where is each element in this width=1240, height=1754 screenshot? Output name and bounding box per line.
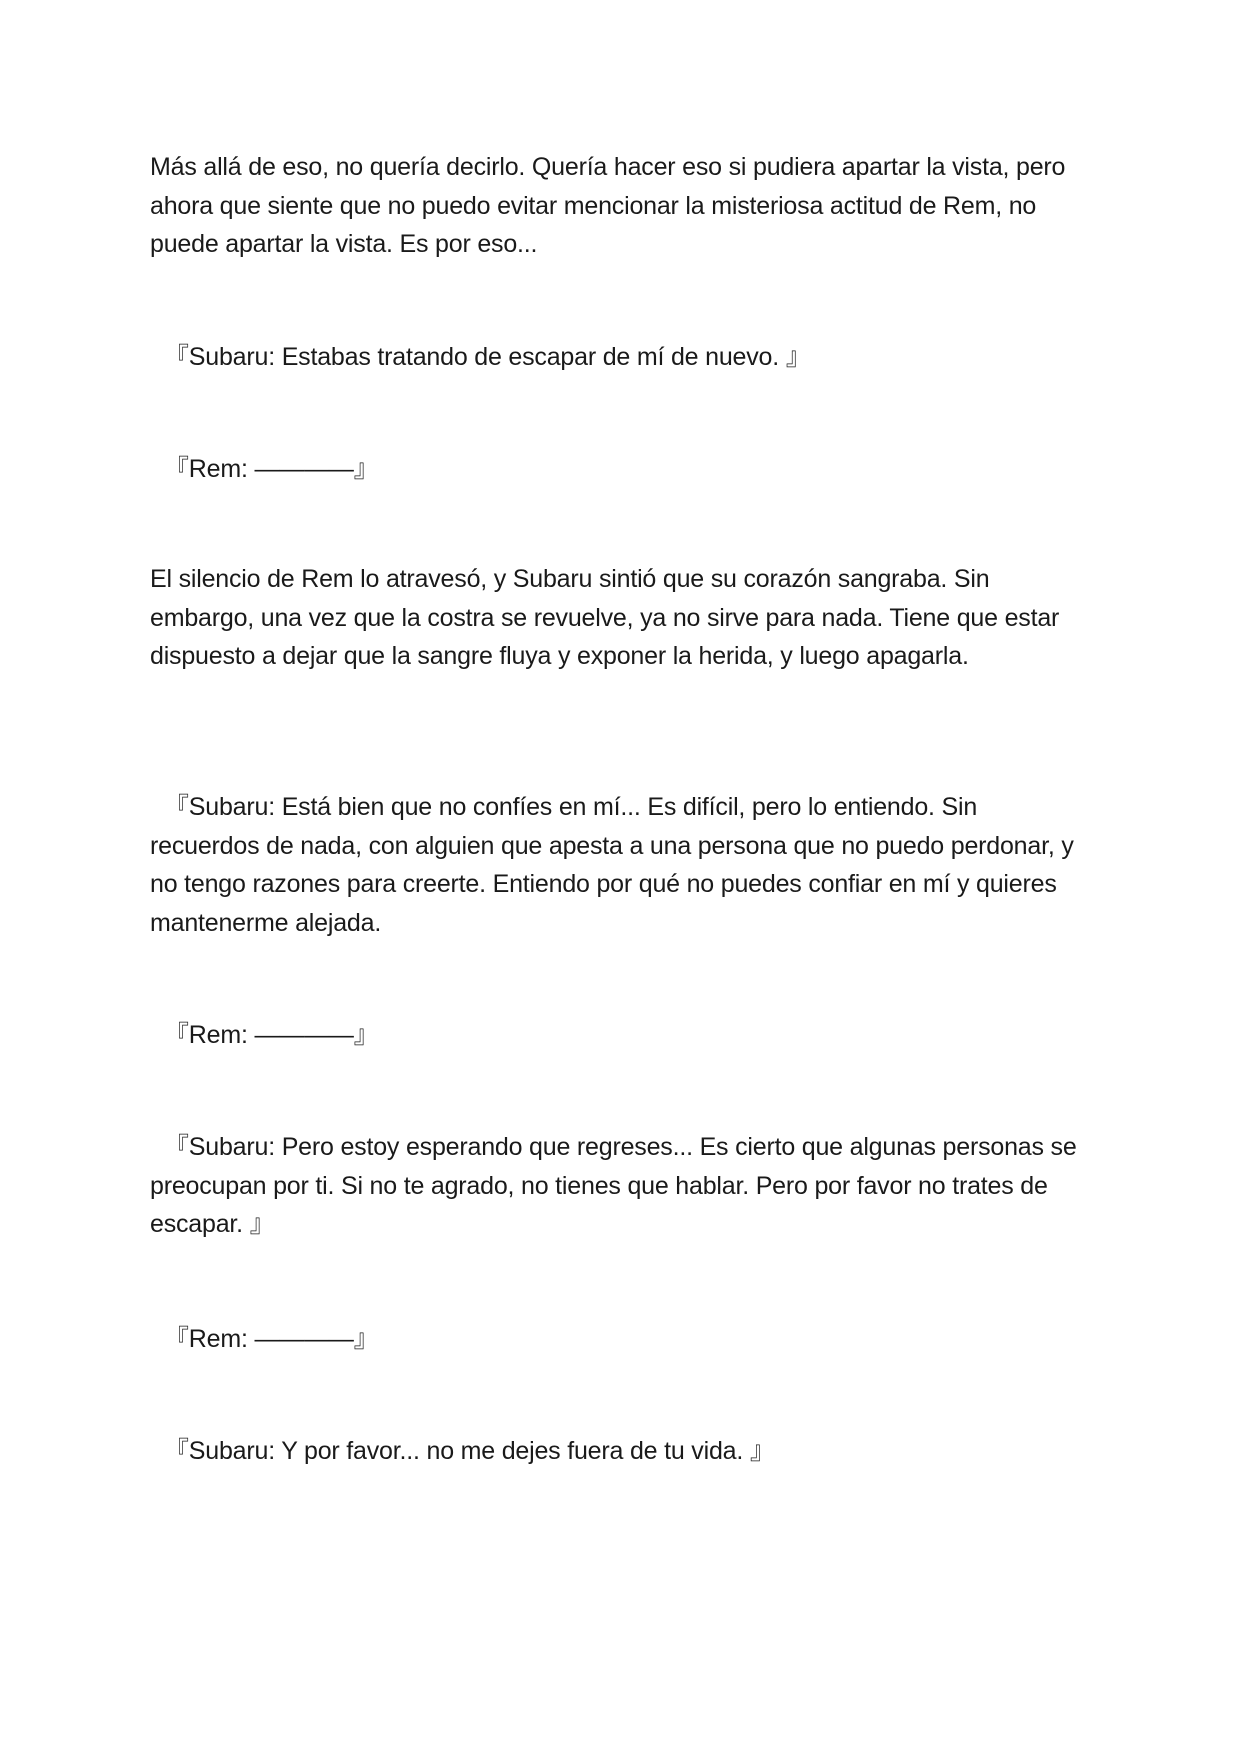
dialogue-line-subaru: 『Subaru: Está bien que no confíes en mí... Es difícil, pero lo entiendo. Sin recuerdos de nada, con alguien que apesta a una persona que no puedo perdonar, y no tengo razones para creerte. Entiendo por qué no puedes confiar en mí y quieres mantenerme alejada. [150, 793, 1081, 937]
dialogue-line-subaru: 『Subaru: Estabas tratando de escapar de mí de nuevo. 』 [164, 343, 811, 371]
dialogue-line-rem: 『Rem: ————』 [164, 1021, 379, 1049]
narration-paragraph: El silencio de Rem lo atravesó, y Subaru sintió que su corazón sangraba. Sin embargo, una vez que la costra se revuelve, ya no sirve para nada. Tiene que estar dispuesto a dejar que la sangre fluya y exponer la herida, y luego apagarla. [150, 565, 1066, 670]
dialogue-line-subaru: 『Subaru: Y por favor... no me dejes fuera de tu vida. 』 [164, 1437, 775, 1465]
narration-paragraph: Más allá de eso, no quería decirlo. Quería hacer eso si pudiera apartar la vista, pero ahora que siente que no puedo evitar mencionar la misteriosa actitud de Rem, no puede apartar la vista. Es por eso... [150, 153, 1073, 258]
dialogue-line-subaru: 『Subaru: Pero estoy esperando que regreses... Es cierto que algunas personas se preocupan por ti. Si no te agrado, no tienes que hablar. Pero por favor no trates de escapar. 』 [150, 1133, 1084, 1238]
dialogue-line-rem: 『Rem: ————』 [164, 455, 379, 483]
dialogue-line-rem: 『Rem: ————』 [164, 1325, 379, 1353]
